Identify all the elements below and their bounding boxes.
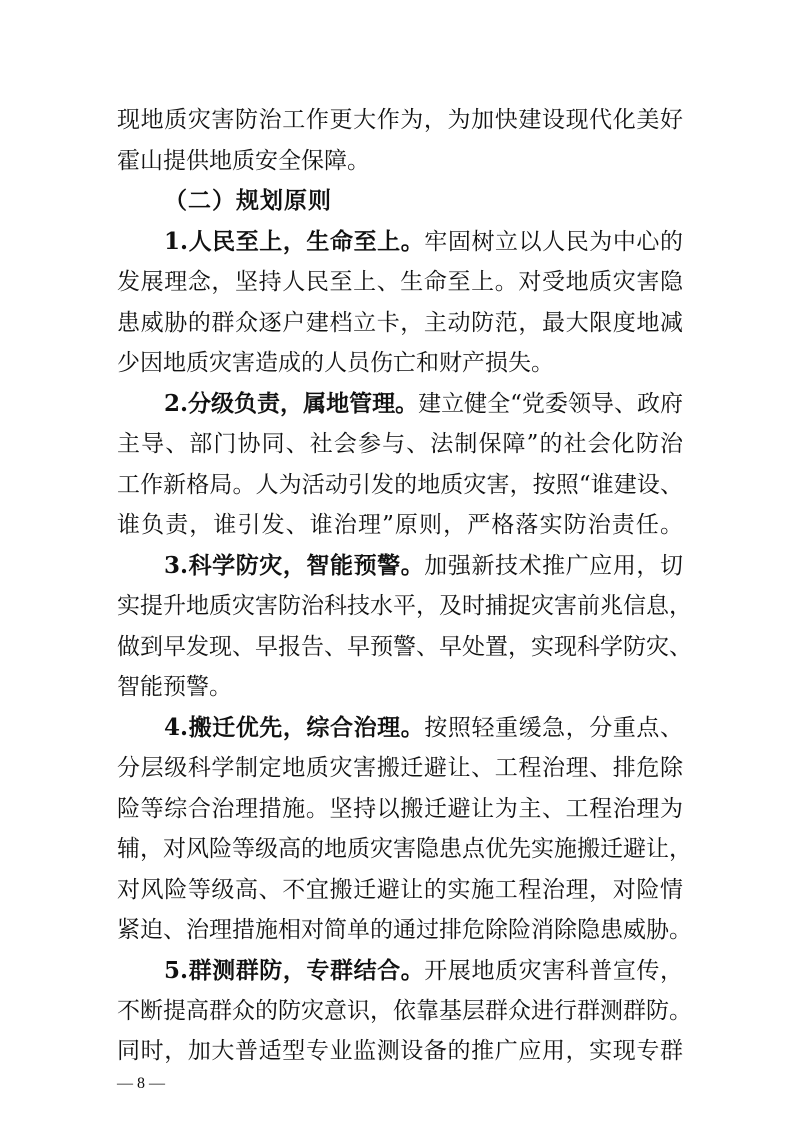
body-text-line: 主导、部门协同、社会参与、法制保障”的社会化防治 xyxy=(117,431,683,457)
body-text-line: 紧迫、治理措施相对简单的通过排危除险消除隐患威胁。 xyxy=(117,917,692,943)
principle-1-text: 牢固树立以人民为中心的 xyxy=(424,229,684,255)
principle-5-title: 5.群测群防，专群结合。 xyxy=(164,957,425,984)
body-text-line: 险等综合治理措施。坚持以搬迁避让为主、工程治理为 xyxy=(117,796,683,822)
body-text-line: 谁负责，谁引发、谁治理”原则，严格落实防治责任。 xyxy=(117,512,683,538)
principle-2-title: 2.分级负责，属地管理。 xyxy=(164,390,419,417)
principle-5-text: 开展地质灾害科普宣传， xyxy=(424,958,684,984)
principle-4-title: 4.搬迁优先，综合治理。 xyxy=(164,714,425,741)
body-text-line: 辅，对风险等级高的地质灾害隐患点优先实施搬迁避让， xyxy=(117,836,692,862)
body-text-line: 对风险等级高、不宜搬迁避让的实施工程治理，对险情 xyxy=(117,877,683,903)
principle-2-text: 建立健全“党委领导、政府 xyxy=(418,391,683,417)
page-number: — 8 — xyxy=(117,1075,165,1092)
body-text-line: 现地质灾害防治工作更大作为，为加快建设现代化美好 xyxy=(117,107,683,133)
principle-3-title: 3.科学防灾，智能预警。 xyxy=(164,552,425,579)
body-text-line: 患威胁的群众逐户建档立卡，主动防范，最大限度地减 xyxy=(117,310,683,336)
principle-3-text: 加强新技术推广应用，切 xyxy=(424,553,684,579)
principle-5-first-line xyxy=(164,951,683,991)
section-heading: （二）规划原则 xyxy=(164,187,332,214)
body-text-line: 做到早发现、早报告、早预警、早处置，实现科学防灾、 xyxy=(117,634,692,660)
body-text-line: 实提升地质灾害防治科技水平，及时捕捉灾害前兆信息， xyxy=(117,593,692,619)
principle-4-text: 按照轻重缓急，分重点、 xyxy=(424,715,684,741)
body-text-line: 少因地质灾害造成的人员伤亡和财产损失。 xyxy=(117,350,554,376)
principle-3-first-line xyxy=(164,546,683,586)
body-text-line: 不断提高群众的防灾意识，依靠基层群众进行群测群防。 xyxy=(117,998,692,1024)
principle-1-title: 1.人民至上，生命至上。 xyxy=(164,228,425,255)
principle-4-first-line xyxy=(164,708,683,748)
body-text-line: 分层级科学制定地质灾害搬迁避让、工程治理、排危除 xyxy=(117,755,683,781)
body-text-line: 智能预警。 xyxy=(117,674,232,700)
body-text-line: 发展理念，坚持人民至上、生命至上。对受地质灾害隐 xyxy=(117,269,683,295)
body-text-line: 工作新格局。人为活动引发的地质灾害，按照“谁建设、 xyxy=(117,472,683,498)
principle-2-first-line xyxy=(164,384,683,424)
principle-1-first-line xyxy=(164,222,683,262)
body-text-line: 同时，加大普适型专业监测设备的推广应用，实现专群 xyxy=(117,1038,683,1064)
body-text-line: 霍山提供地质安全保障。 xyxy=(117,148,370,174)
